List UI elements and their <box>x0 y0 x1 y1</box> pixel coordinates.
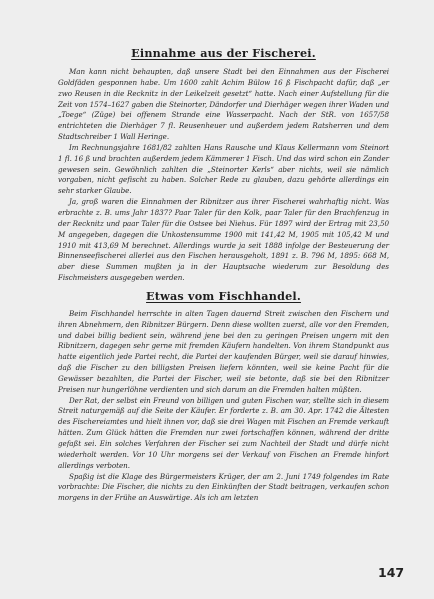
paragraph: Der Rat, der selbst ein Freund von billigen und guten Fischen war, stellte sich in diesem Streit naturgemäß auf die Seite der Käufer. Er forderte z. B. am 30. Apr. 1742 die Ältesten des Fischereiamtes und hielt ihnen vor, daß sie drei Wagen mit Fischen an Fremde verkauft hätten. Zum Glück hätten die Fremden nur zwei fortschaffen können, während der dritte gefaßt sei. Ein solches Verfahren der Fischer sei zum Nachteil der Stadt und dürfe nicht wiederholt werden. Vor 10 Uhr morgens sei der Verkauf von Fischen an Fremde hinfort allerdings verboten. <box>58 395 389 470</box>
page-number: 147 <box>378 565 405 580</box>
paragraph: Beim Fischhandel herrschte in alten Tagen dauernd Streit zwischen den Fischern und ihren Abnehmern, den Ribnitzer Bürgern. Denn diese wollten zuerst, alle vor den Fremden, und dabei billig bedient sein, während jene bei den zu geringen Preisen ungern mit den Ribnitzern, dagegen sehr gerne mit fremden Käufern handelten. Von ihrem Standpunkt aus hatte eigentlich jede Partei recht, die Partei der kaufenden Bürger, weil sie darauf hinwies, daß die Fischer zu den billigsten Preisen liefern könnten, weil sie keine Pacht für die Gewässer bezahlten, die Partei der Fischer, weil sie betonte, daß sie bei den Ribnitzer Preisen nur hungerlöhne verdienten und sich darum an die Fremden halten müßten. <box>58 308 389 394</box>
paragraph: Man kann nicht behaupten, daß unsere Stadt bei den Einnahmen aus der Fischerei Goldfäden gesponnen habe. Um 1600 zahlt Achim Bülow 16 ß Fischpacht dafür, daß „er zwo Reusen in die Recknitz in der Leikelzeit gesetzt“ hatte. Nach einer Aufstellung für die Zeit von 1574–1627 gaben die Steinorter, Dändorfer und Dierhäger wegen ihrer Waden und „Toege“ (Züge) bei offenem Strande eine Wasserpacht. Nach der StR. von 1657/58 entrichteten die Dierhäger 7 fl. Reusenheuer und außerdem jedem Ratsherren und dem Stadtschreiber 1 Wall Heringe. <box>58 67 389 142</box>
paragraph: Im Rechnungsjahre 1681/82 zahlten Hans Rausche und Klaus Kellermann vom Steinort 1 fl. 16 ß und brachten außerdem jedem Kämmerer 1 Fisch. Und das wird schon ein Zander gewesen sein. Gewöhnlich zahlten die „Steinorter Kerls“ aber nichts, weil sie nämlich vorgaben, nicht gefischt zu haben. Solcher Rede zu glauben, dazu gehörte allerdings ein sehr starker Glaube. <box>58 142 389 196</box>
paragraph: Spaßig ist die Klage des Bürgermeisters Krüger, der am 2. Juni 1749 folgendes im Rate vorbrachte: Die Fischer, die nichts zu den Einkünften der Stadt beitragen, verkaufen schon morgens in der Frühe an Auswärtige. Als ich am letzten <box>58 471 389 503</box>
section-heading-fischhandel: Etwas vom Fischhandel. <box>146 288 301 303</box>
section-heading-fischerei-einnahme: Einnahme aus der Fischerei. <box>131 46 316 60</box>
paragraph: Ja, groß waren die Einnahmen der Ribnitzer aus ihrer Fischerei wahrhaftig nicht. Was erbrachte z. B. ums Jahr 1837? Paar Taler für den Kolk, paar Taler für den Brachfenzug in der Recknitz und paar Taler für die Ostsee bei Niehus. Für 1897 wird der Ertrag mit 23,50 M angegeben, dagegen die Unkostensumme 1900 mit 141,42 M, 1905 mit 105,42 M und 1910 mit 413,69 M berechnet. Allerdings wurde ja seit 1888 infolge der Besteuerung der Binnenseefischerei allerlei aus den Fischen herausgeholt, 1891 z. B. 796 M, 1895: 668 M, aber diese Summen mußten ja in der Hauptsache wiederum zur Besoldung des Fischmeisters ausgegeben werden. <box>58 197 389 283</box>
